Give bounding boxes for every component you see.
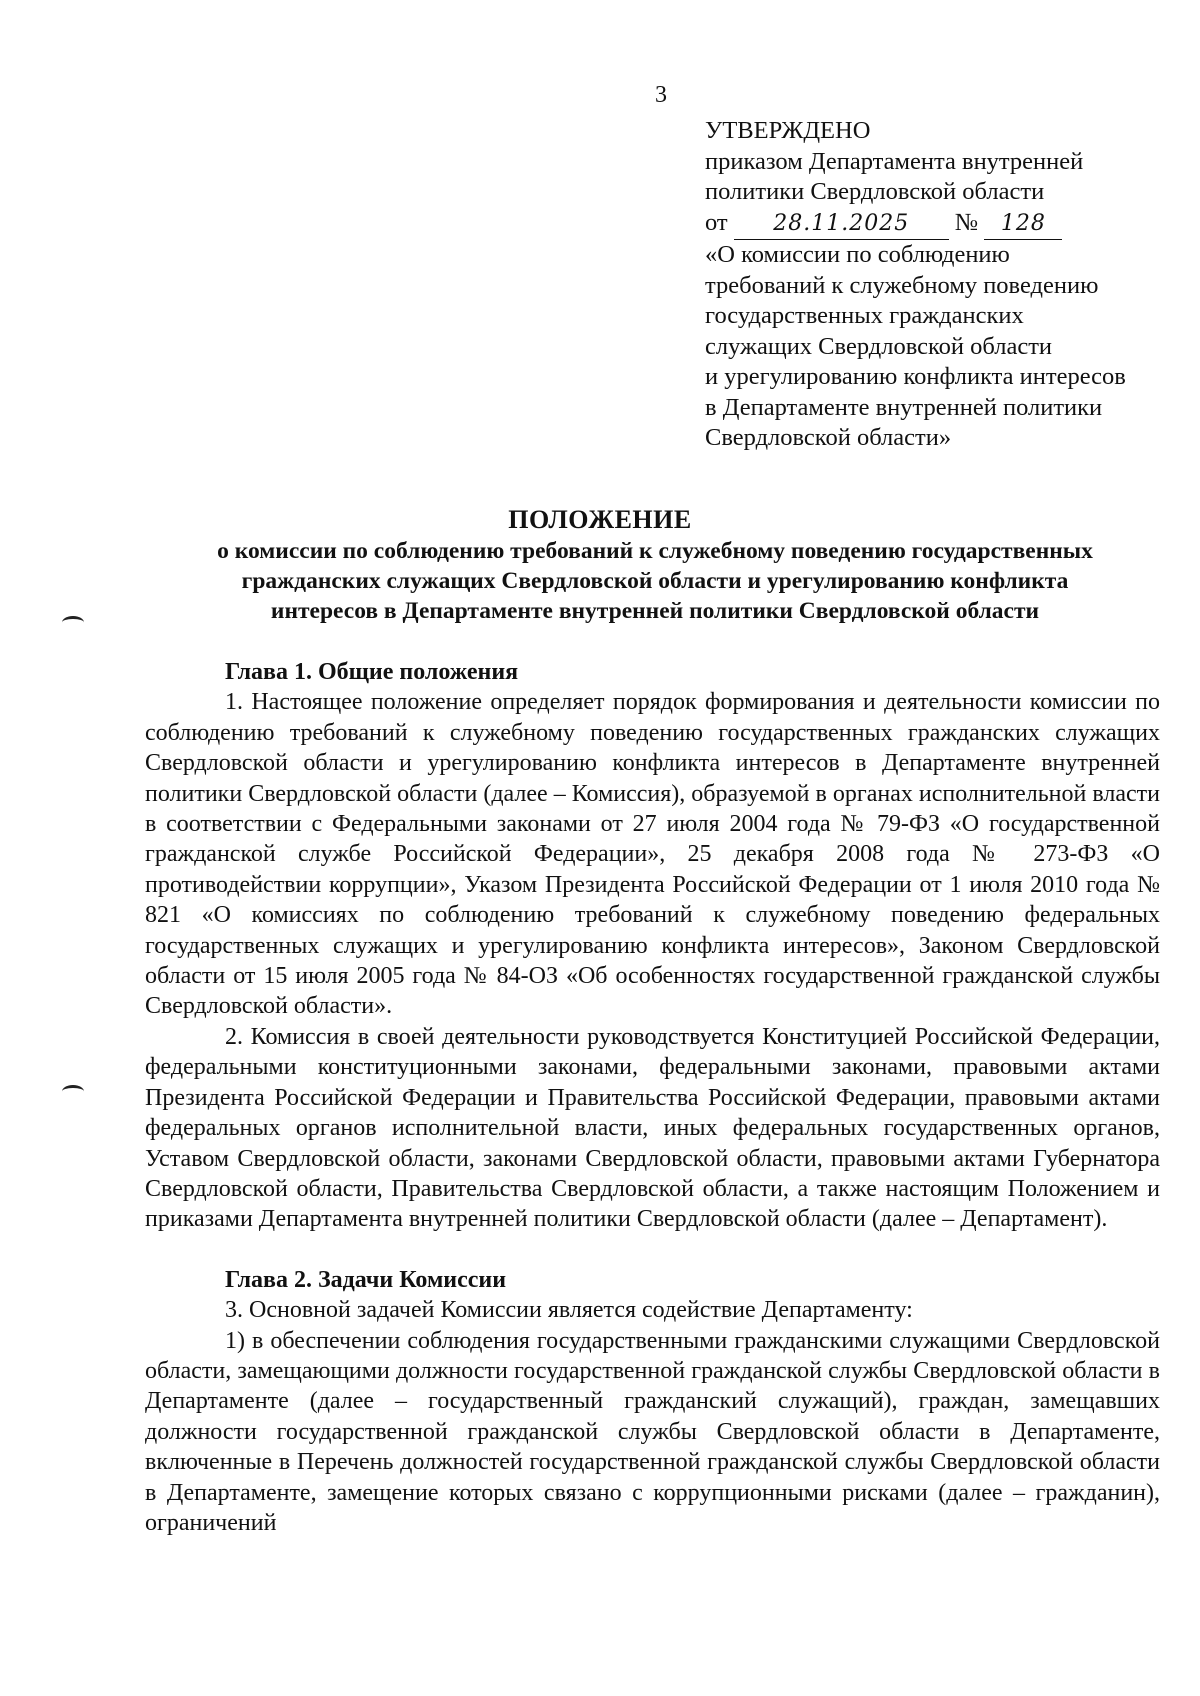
order-title-line: «О комиссии по соблюдению: [705, 241, 1010, 268]
approval-stamp: [705, 116, 1175, 454]
approval-date-line: [705, 208, 1175, 241]
binding-hole-mark: [62, 1085, 84, 1098]
chapter-1-heading: Глава 1. Общие положения: [225, 659, 519, 685]
approval-order-line: приказом Департамента внутренней: [705, 147, 1084, 175]
page-number: 3: [655, 82, 667, 108]
spacer: [145, 1235, 1160, 1265]
document-subtitle: [150, 536, 1160, 626]
document-body: [145, 657, 1160, 1538]
order-title-line: Свердловской области»: [705, 424, 952, 451]
date-prefix: от: [705, 208, 728, 236]
chapter-2-heading: Глава 2. Задачи Комиссии: [225, 1266, 507, 1293]
order-title-line: в Департаменте внутренней политики: [705, 393, 1103, 421]
handwritten-number: 128: [984, 209, 1062, 241]
handwritten-date: 28.11.2025: [734, 209, 949, 241]
paragraph-3: 3. Основной задачей Комиссии является содействие Департаменту:: [225, 1297, 913, 1324]
number-sign: №: [954, 208, 979, 236]
order-title-line: служащих Свердловской области: [705, 332, 1053, 360]
approval-label: УТВЕРЖДЕНО: [705, 117, 871, 144]
order-title-line: требований к служебному поведению: [705, 271, 1099, 299]
subtitle-line: интересов в Департаменте внутренней политики Свердловской области: [270, 598, 1040, 624]
document-title: ПОЛОЖЕНИЕ: [508, 505, 692, 534]
subtitle-line: гражданских служащих Свердловской области и урегулированию конфликта: [241, 568, 1069, 594]
paragraph-3-1: 1) в обеспечении соблюдения государственными гражданскими служащими Свердловской области, замещающими должности государственной гражданской службы Свердловской области в Департаменте (далее – государственный гражданский служащий), граждан, замещавших должности государственной гражданской службы Свердловской области в Департаменте, включенные в Перечень должностей государственной гражданской службы Свердловской области в Департаменте, замещение которых связано с коррупционными рисками (далее – гражданин), ограничений: [145, 1327, 1160, 1536]
paragraph-1: 1. Настоящее положение определяет порядок формирования и деятельности комиссии по соблюдению требований к служебному поведению государственных гражданских служащих Свердловской области и урегулированию конфликта интересов в Департаменте внутренней политики Свердловской области (далее – Комиссия), образуемой в органах исполнительной власти в соответствии с Федеральными законами от 27 июля 2004 года № 79-ФЗ «О государственной гражданской службе Российской Федерации», 25 декабря 2008 года № 273-ФЗ «О противодействии коррупции», Указом Президента Российской Федерации от 1 июля 2010 года № 821 «О комиссиях по соблюдению требований к служебному поведению федеральных государственных служащих и урегулированию конфликта интересов», Законом Свердловской области от 15 июля 2005 года № 84-ОЗ «Об особенностях государственной гражданской службы Свердловской области».: [145, 689, 1160, 1020]
order-title-line: и урегулированию конфликта интересов: [705, 363, 1126, 390]
approval-order-line: политики Свердловской области: [705, 178, 1045, 205]
binding-hole-mark: [62, 616, 84, 629]
subtitle-line: о комиссии по соблюдению требований к служебному поведению государственных: [217, 538, 1093, 564]
paragraph-2: 2. Комиссия в своей деятельности руководствуется Конституцией Российской Федерации, федеральными конституционными законами, федеральными законами, правовыми актами Президента Российской Федерации и Правительства Российской Федерации, правовыми актами федеральных органов исполнительной власти, иных федеральных государственных органов, Уставом Свердловской области, законами Свердловской области, правовыми актами Губернатора Свердловской области, Правительства Свердловской области, а также настоящим Положением и приказами Департамента внутренней политики Свердловской области (далее – Департамент).: [145, 1023, 1160, 1233]
order-title-line: государственных гражданских: [705, 302, 1024, 329]
